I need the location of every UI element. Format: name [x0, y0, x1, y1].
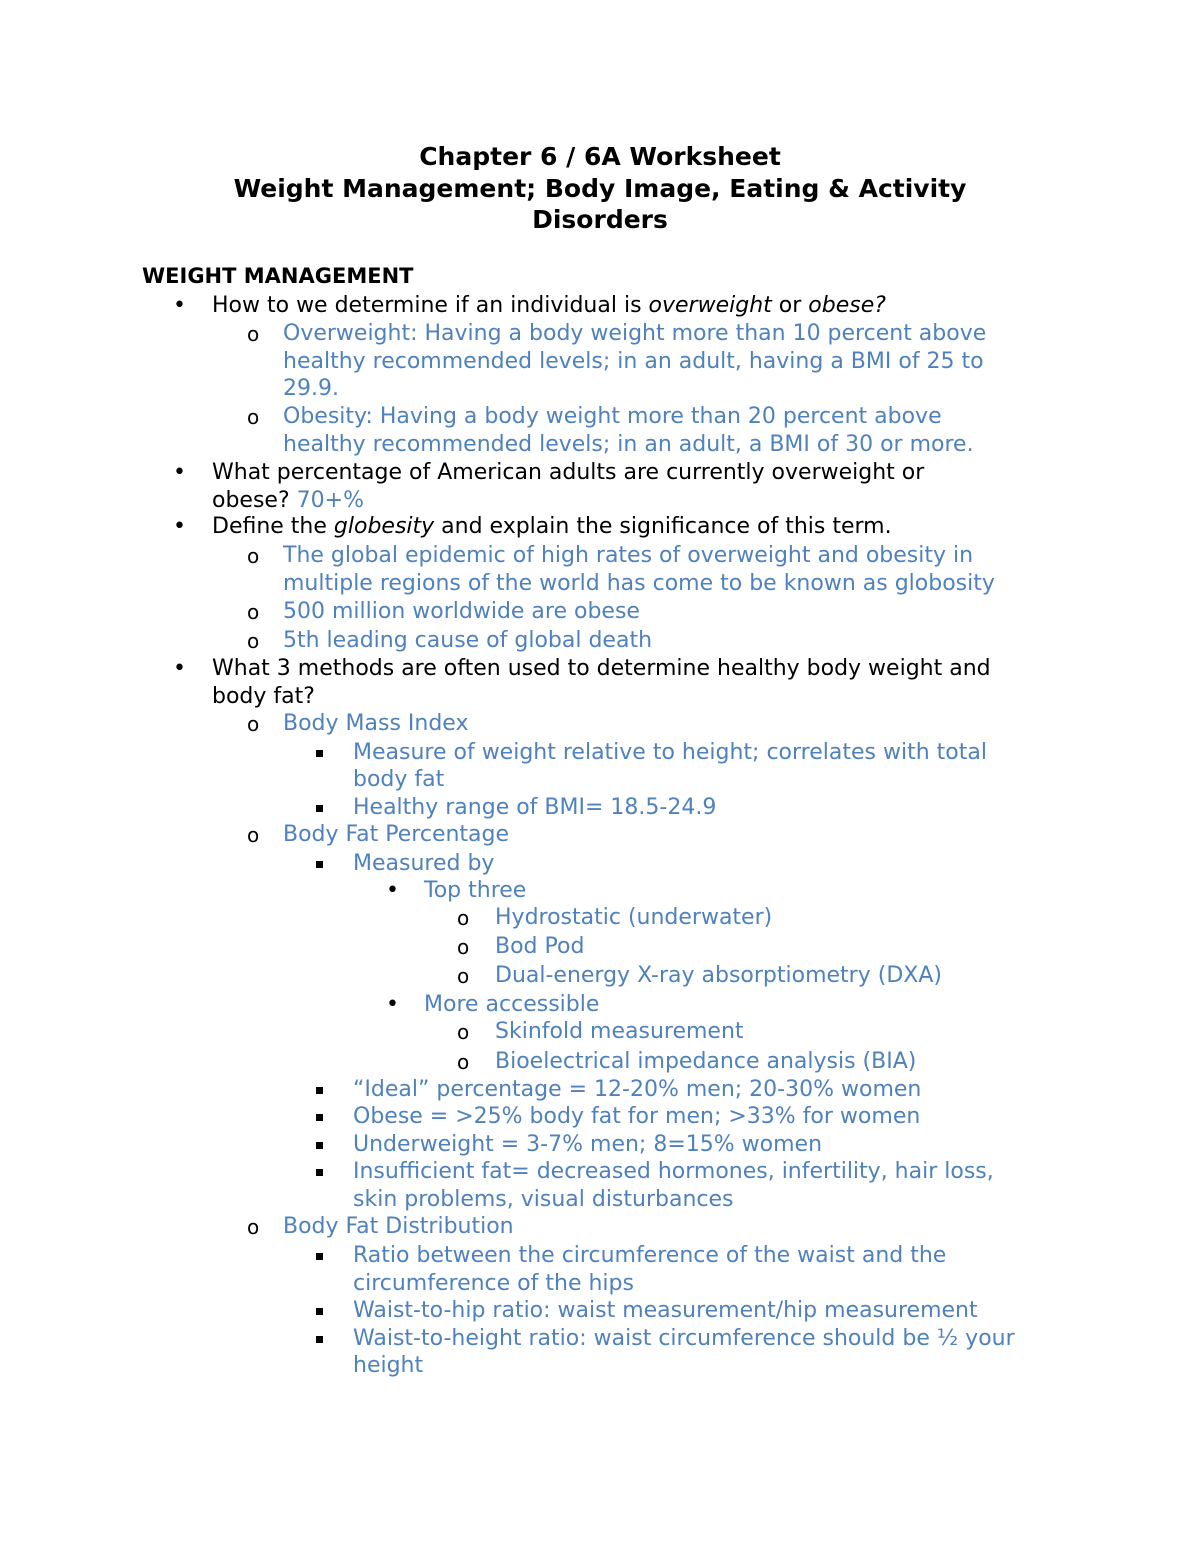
question-3 [212, 513, 892, 541]
square-bullet-icon [316, 1297, 323, 1325]
answer-line: Waist-to-height ratio: waist circumference should be ½ your [353, 1326, 1015, 1351]
question-4: What 3 methods are often used to determine healthy body weight and [212, 656, 991, 681]
bullet-icon: • [386, 992, 399, 1017]
square-bullet-icon [316, 1325, 323, 1353]
square-bullet-icon [316, 1076, 323, 1104]
square-bullet-icon [316, 739, 323, 767]
question-text: and explain the significance of this term. [434, 514, 892, 539]
question-text: Define the [212, 514, 334, 539]
method-heading: Body Fat Distribution [283, 1214, 514, 1239]
bullet-icon: • [173, 656, 186, 681]
square-bullet-icon [316, 1158, 323, 1186]
answer-line: healthy recommended levels; in an adult, a BMI of 30 or more. [283, 432, 974, 457]
circle-bullet-icon: o [457, 935, 470, 959]
answer-line: Ratio between the circumference of the waist and the [353, 1243, 947, 1268]
square-bullet-icon [316, 1103, 323, 1131]
bullet-icon: • [173, 460, 186, 485]
answer-line: More accessible [424, 992, 600, 1017]
answer-line: 29.9. [283, 376, 339, 401]
square-bullet-icon [316, 1131, 323, 1159]
circle-bullet-icon: o [457, 964, 470, 988]
circle-bullet-icon: o [247, 1215, 260, 1239]
square-bullet-icon [316, 850, 323, 878]
question-2-continued [212, 487, 364, 515]
answer-line: body fat [353, 767, 445, 792]
answer-line: Measured by [353, 851, 495, 876]
page-subtitle: Weight Management; Body Image, Eating & Activity [233, 174, 967, 203]
answer-line: Overweight: Having a body weight more than 10 percent above [283, 321, 987, 346]
answer-line: Top three [424, 878, 527, 903]
answer-line: circumference of the hips [353, 1271, 634, 1296]
answer-line: Obese = >25% body fat for men; >33% for women [353, 1104, 921, 1129]
answer-line: Insufficient fat= decreased hormones, infertility, hair loss, [353, 1159, 994, 1184]
emphasis-text: obese? [808, 293, 886, 318]
circle-bullet-icon: o [247, 322, 260, 346]
answer-line: Obesity: Having a body weight more than 20 percent above [283, 404, 942, 429]
answer-line: 500 million worldwide are obese [283, 599, 640, 624]
circle-bullet-icon: o [247, 544, 260, 568]
bullet-icon: • [173, 514, 186, 539]
bullet-icon: • [386, 878, 399, 903]
answer-line: The global epidemic of high rates of overweight and obesity in [283, 543, 974, 568]
method-heading: Body Fat Percentage [283, 822, 510, 847]
answer-line: Bioelectrical impedance analysis (BIA) [495, 1049, 917, 1074]
emphasis-text: globesity [333, 514, 435, 539]
question-2: What percentage of American adults are currently overweight or [212, 460, 925, 485]
answer-line: skin problems, visual disturbances [353, 1187, 734, 1212]
answer-text: 70+% [296, 488, 364, 513]
page-title: Chapter 6 / 6A Worksheet [419, 142, 781, 171]
circle-bullet-icon: o [247, 629, 260, 653]
answer-line: Waist-to-hip ratio: waist measurement/hip measurement [353, 1298, 978, 1323]
bullet-icon: • [173, 293, 186, 318]
circle-bullet-icon: o [247, 712, 260, 736]
question-text: How to we determine if an individual is [212, 293, 649, 318]
square-bullet-icon [316, 794, 323, 822]
answer-line: Underweight = 3-7% men; 8=15% women [353, 1132, 823, 1157]
answer-line: 5th leading cause of global death [283, 628, 653, 653]
answer-line: Dual-energy X-ray absorptiometry (DXA) [495, 963, 942, 988]
circle-bullet-icon: o [247, 600, 260, 624]
answer-line: Hydrostatic (underwater) [495, 905, 773, 930]
answer-line: healthy recommended levels; in an adult, having a BMI of 25 to [283, 349, 984, 374]
circle-bullet-icon: o [457, 1050, 470, 1074]
circle-bullet-icon: o [457, 1020, 470, 1044]
answer-line: “Ideal” percentage = 12-20% men; 20-30% women [353, 1077, 922, 1102]
page-subtitle-continued: Disorders [532, 205, 668, 234]
answer-line: Bod Pod [495, 934, 585, 959]
answer-line: Skinfold measurement [495, 1019, 744, 1044]
answer-line: multiple regions of the world has come to be known as globosity [283, 571, 995, 596]
answer-line: height [353, 1353, 424, 1378]
question-4-continued: body fat? [212, 684, 315, 709]
method-heading: Body Mass Index [283, 711, 469, 736]
question-text: or [771, 293, 809, 318]
section-heading: WEIGHT MANAGEMENT [142, 264, 414, 288]
answer-line: Healthy range of BMI= 18.5-24.9 [353, 795, 717, 820]
answer-line: Measure of weight relative to height; correlates with total [353, 740, 987, 765]
emphasis-text: overweight [648, 293, 772, 318]
circle-bullet-icon: o [457, 906, 470, 930]
circle-bullet-icon: o [247, 823, 260, 847]
square-bullet-icon [316, 1242, 323, 1270]
question-1 [212, 292, 886, 320]
question-text: obese? [212, 488, 297, 513]
circle-bullet-icon: o [247, 405, 260, 429]
